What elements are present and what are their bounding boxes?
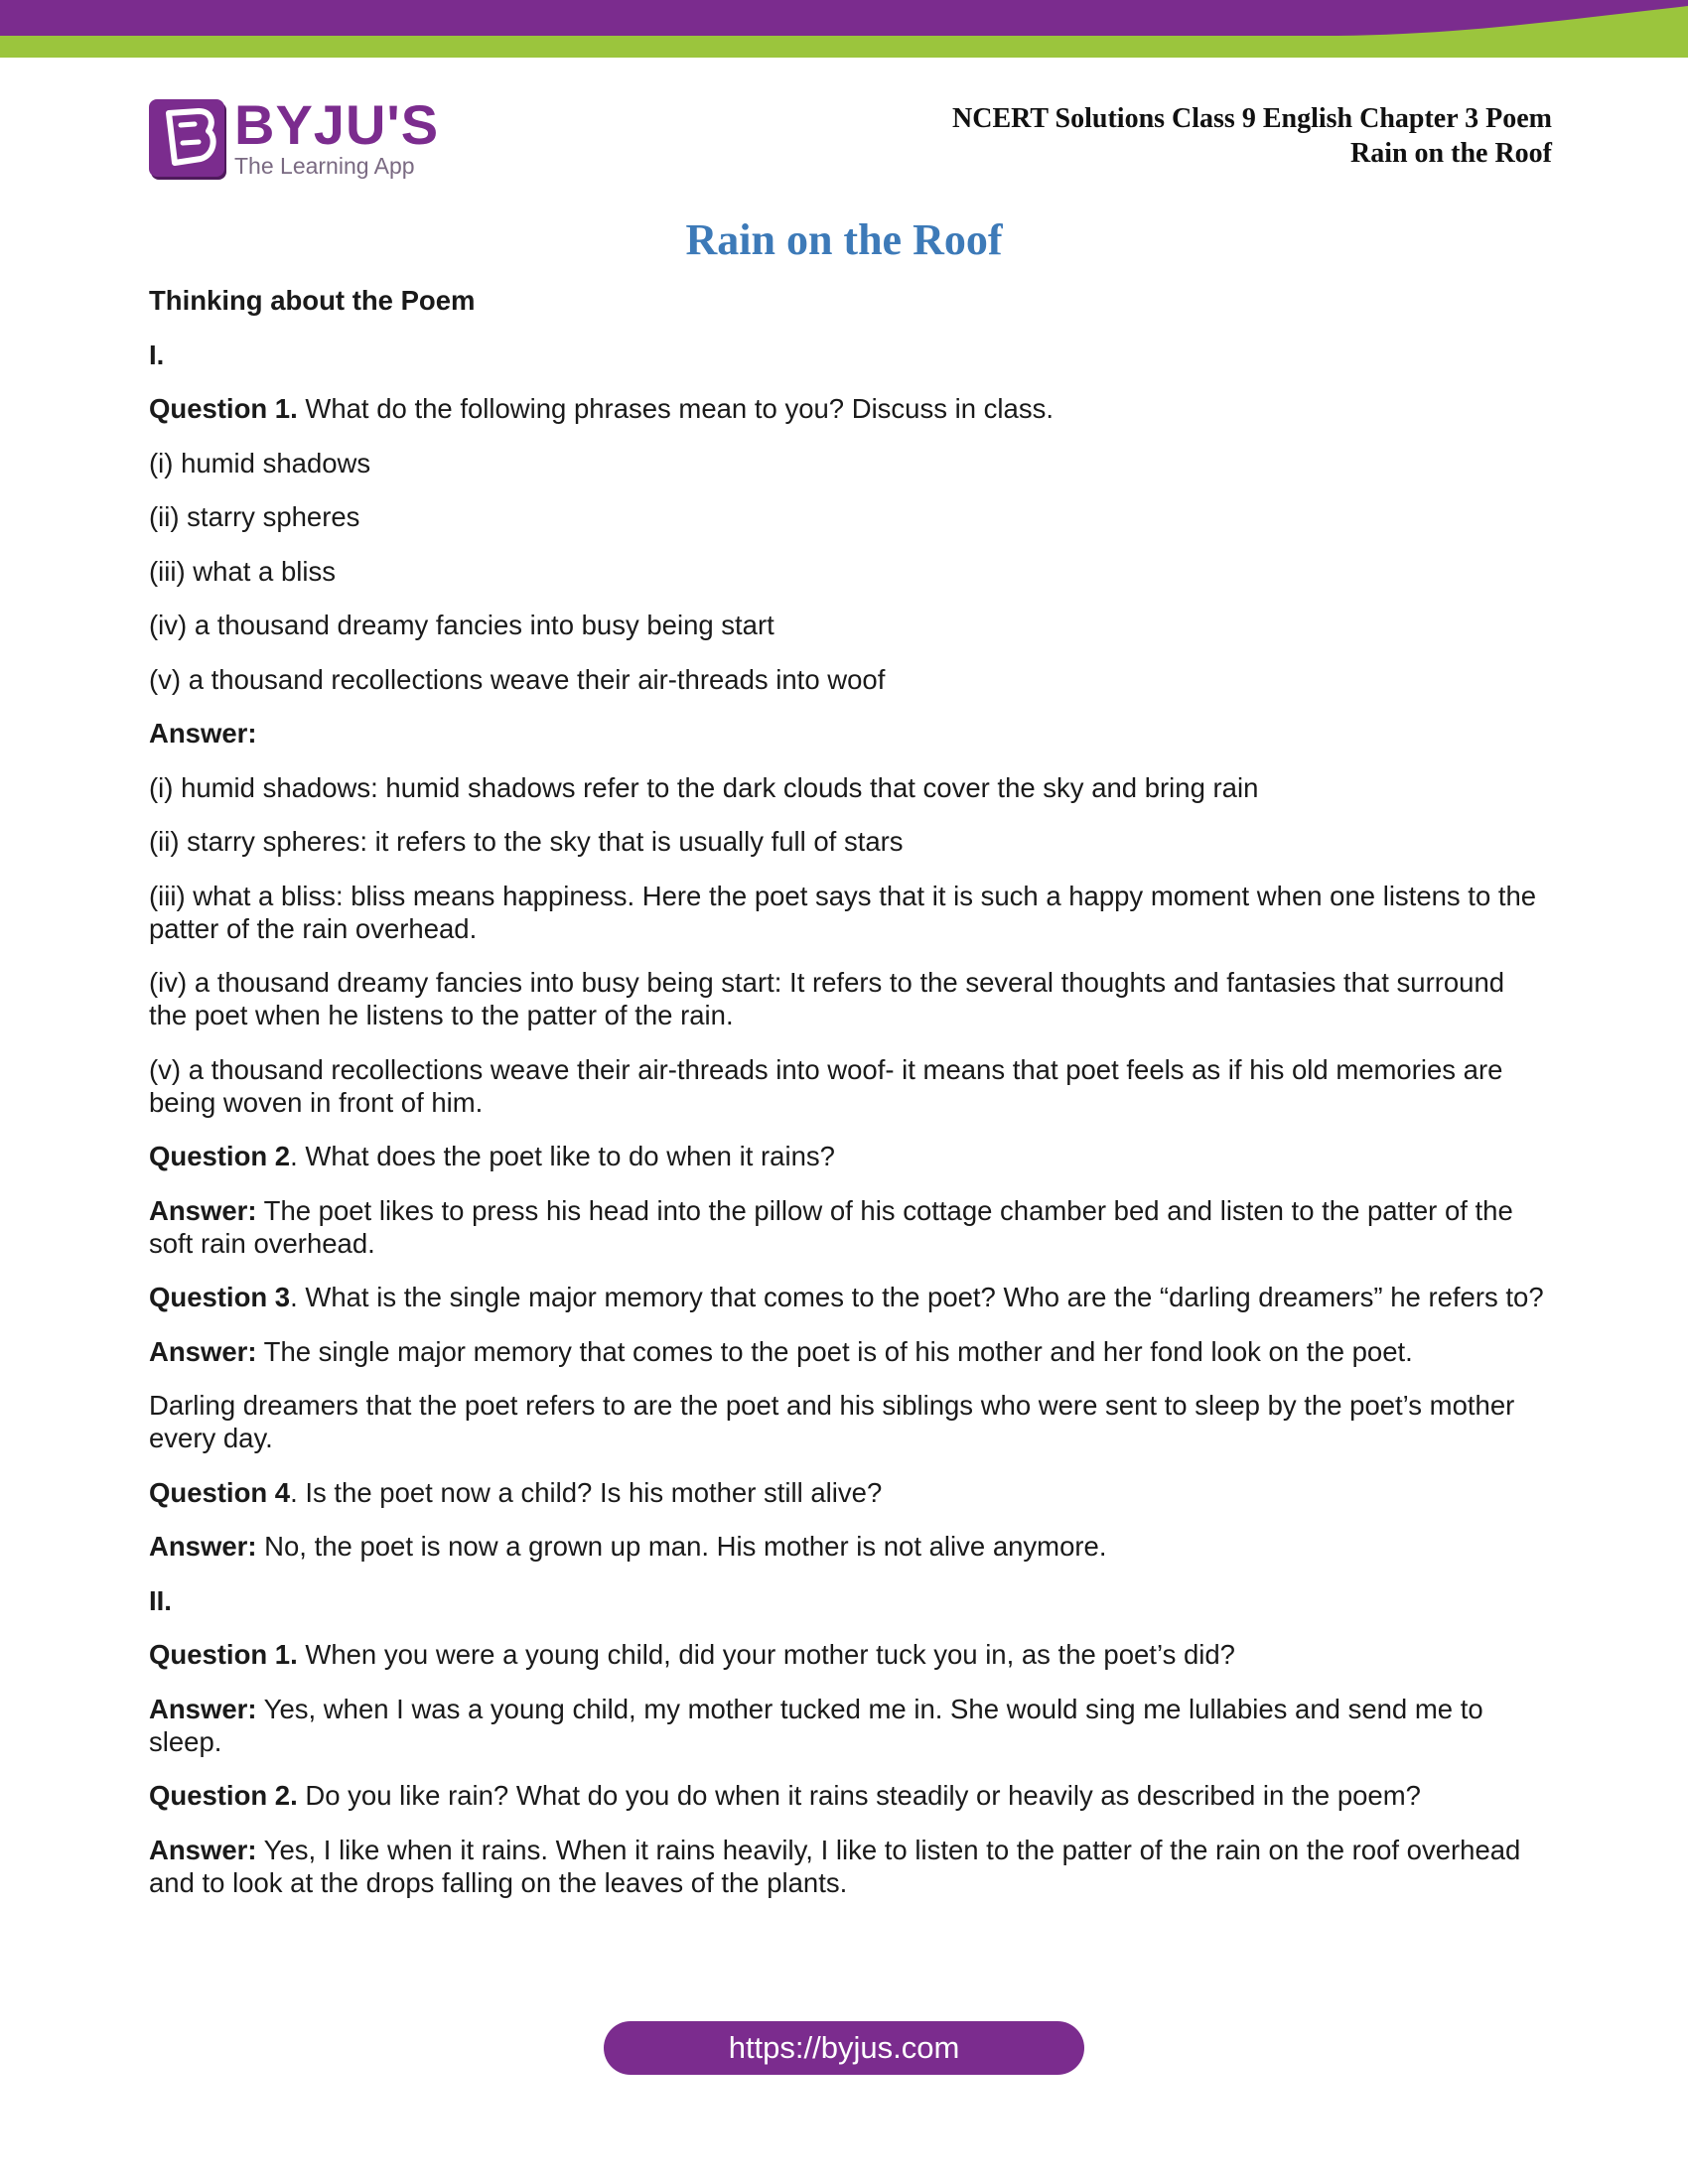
part-label: I. xyxy=(149,339,165,370)
answer-label: Answer: xyxy=(149,1531,257,1562)
section-heading: Thinking about the Poem xyxy=(149,285,476,316)
question xyxy=(149,1638,1549,1671)
question-text: . Is the poet now a child? Is his mother still alive? xyxy=(290,1476,883,1508)
question xyxy=(149,1779,1549,1812)
question xyxy=(149,392,1549,425)
answer-item: (ii) starry spheres: it refers to the sky that is usually full of stars xyxy=(149,826,904,857)
question-text: What do the following phrases mean to you? Discuss in class. xyxy=(297,393,1054,424)
answer xyxy=(149,1194,1549,1260)
header-line-2: Rain on the Roof xyxy=(1349,138,1552,169)
answer-item: (i) humid shadows: humid shadows refer to the dark clouds that cover the sky and bring rain xyxy=(149,771,1259,803)
question-label: Question 1. xyxy=(149,1639,298,1670)
answer-label: Answer: xyxy=(149,1693,257,1724)
top-decorative-band xyxy=(0,0,1688,64)
answer xyxy=(149,1530,1549,1563)
answer-text: No, the poet is now a grown up man. His mother is not alive anymore. xyxy=(256,1531,1107,1562)
document-header xyxy=(952,101,1552,171)
answer-label: Answer: xyxy=(149,718,257,749)
website-link[interactable]: https://byjus.com xyxy=(604,2021,1084,2075)
question xyxy=(149,1281,1549,1313)
answer-label: Answer: xyxy=(149,1194,257,1226)
answer xyxy=(149,1335,1549,1368)
answer-item: (iv) a thousand dreamy fancies into busy being start: It refers to the several thoughts and fantasies that surround the poet when he listens to the patter of the rain. xyxy=(149,967,1505,1030)
brand-tagline: The Learning App xyxy=(234,153,415,179)
byjus-logo[interactable] xyxy=(149,93,440,179)
answer-text: The single major memory that comes to the poet is of his mother and her fond look on the poet. xyxy=(256,1335,1413,1367)
answer-item: (iii) what a bliss: bliss means happiness. Here the poet says that it is such a happy moment when one listens to the patter of the rain overhead. xyxy=(149,880,1537,944)
question-label: Question 2 xyxy=(149,1141,291,1171)
list-item: (ii) starry spheres xyxy=(149,501,360,532)
list-item: (iii) what a bliss xyxy=(149,555,336,587)
answer-text: Yes, when I was a young child, my mother tucked me in. She would sing me lullabies and send me to sleep. xyxy=(149,1693,1483,1757)
answer-text: The poet likes to press his head into the pillow of his cottage chamber bed and listen to the patter of the soft rain overhead. xyxy=(149,1194,1513,1259)
answer-label: Answer: xyxy=(149,1335,257,1367)
question-text: . What is the single major memory that comes to the poet? Who are the “darling dreamers” he refers to? xyxy=(290,1282,1544,1312)
answer xyxy=(149,1834,1549,1899)
answer-label: Answer: xyxy=(149,1834,257,1865)
answer xyxy=(149,1693,1549,1758)
question-text: When you were a young child, did your mother tuck you in, as the poet’s did? xyxy=(297,1639,1235,1670)
document-body xyxy=(149,284,1549,1920)
byjus-logo-icon xyxy=(149,99,224,177)
question xyxy=(149,1476,1549,1509)
question-label: Question 1. xyxy=(149,393,298,424)
answer-item: (v) a thousand recollections weave their air-threads into woof- it means that poet feels as if his old memories are being woven in front of him. xyxy=(149,1053,1503,1118)
list-item: (i) humid shadows xyxy=(149,447,371,478)
question-label: Question 2. xyxy=(149,1780,298,1811)
header-line-1: NCERT Solutions Class 9 English Chapter 3 Poem xyxy=(952,103,1552,134)
page-title: Rain on the Roof xyxy=(685,215,1003,264)
brand-name: BYJU'S xyxy=(234,93,440,156)
question-label: Question 4 xyxy=(149,1476,291,1508)
question-label: Question 3 xyxy=(149,1282,291,1312)
answer-text: Yes, I like when it rains. When it rains heavily, I like to listen to the patter of the rain on the roof overhead and to look at the drops falling on the leaves of the plants. xyxy=(149,1834,1521,1898)
list-item: (iv) a thousand dreamy fancies into busy being start xyxy=(149,610,774,640)
question-text: Do you like rain? What do you do when it rains steadily or heavily as described in the poem? xyxy=(297,1780,1421,1811)
list-item: (v) a thousand recollections weave their air-threads into woof xyxy=(149,663,886,695)
question xyxy=(149,1140,1549,1172)
answer-continuation: Darling dreamers that the poet refers to are the poet and his siblings who were sent to sleep by the poet’s mother every day. xyxy=(149,1390,1515,1453)
question-text: . What does the poet like to do when it rains? xyxy=(290,1141,835,1171)
part-label: II. xyxy=(149,1584,172,1616)
